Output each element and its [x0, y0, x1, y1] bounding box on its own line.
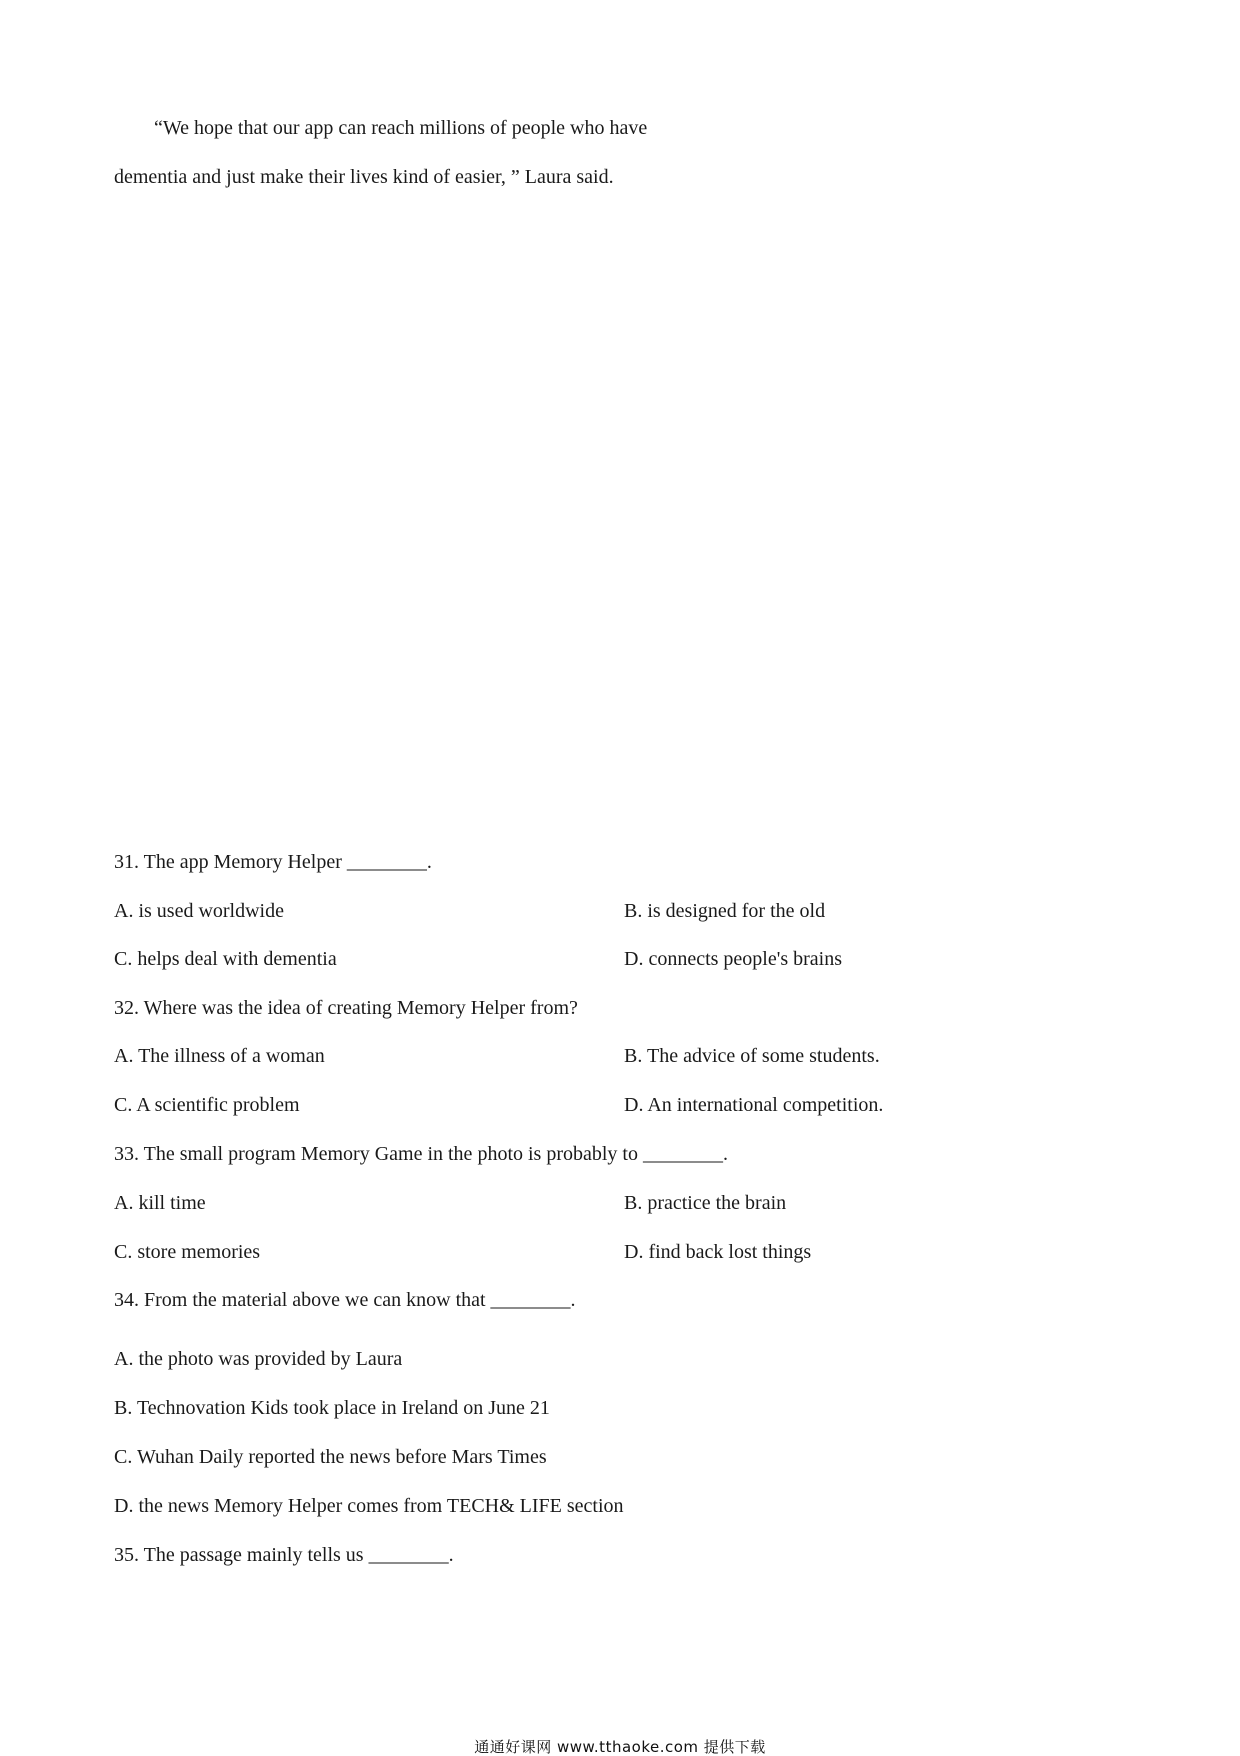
question-34-option-b: B. Technovation Kids took place in Ireland on June 21 [114, 1397, 550, 1419]
question-32-option-a: A. The illness of a woman [114, 1045, 325, 1067]
question-32-option-d: D. An international competition. [624, 1094, 884, 1116]
question-33-stem: 33. The small program Memory Game in the photo is probably to ________. [114, 1143, 728, 1165]
question-34-option-c: C. Wuhan Daily reported the news before Mars Times [114, 1446, 547, 1468]
question-34-stem: 34. From the material above we can know that ________. [114, 1289, 576, 1311]
question-35-stem: 35. The passage mainly tells us ________. [114, 1544, 454, 1566]
question-32-option-b: B. The advice of some students. [624, 1045, 880, 1067]
question-31-option-b: B. is designed for the old [624, 900, 826, 922]
question-31-stem: 31. The app Memory Helper ________. [114, 851, 432, 873]
question-33-option-c: C. store memories [114, 1241, 261, 1263]
question-33-option-a: A. kill time [114, 1192, 206, 1214]
question-34-option-d: D. the news Memory Helper comes from TECH& LIFE section [114, 1495, 624, 1517]
question-33-option-d: D. find back lost things [624, 1241, 812, 1263]
question-34-option-a: A. the photo was provided by Laura [114, 1348, 403, 1370]
question-32-stem: 32. Where was the idea of creating Memory Helper from? [114, 997, 578, 1019]
question-33-option-b: B. practice the brain [624, 1192, 787, 1214]
page-footer: 通通好课网 www.tthaoke.com 提供下载 [474, 1738, 766, 1756]
question-31-option-d: D. connects people's brains [624, 948, 842, 970]
question-32-option-c: C. A scientific problem [114, 1094, 300, 1116]
question-31-option-c: C. helps deal with dementia [114, 948, 337, 970]
passage-quote-line-1: “We hope that our app can reach millions of people who have [154, 117, 648, 139]
passage-quote-line-2: dementia and just make their lives kind of easier, ” Laura said. [114, 166, 614, 188]
question-31-option-a: A. is used worldwide [114, 900, 284, 922]
